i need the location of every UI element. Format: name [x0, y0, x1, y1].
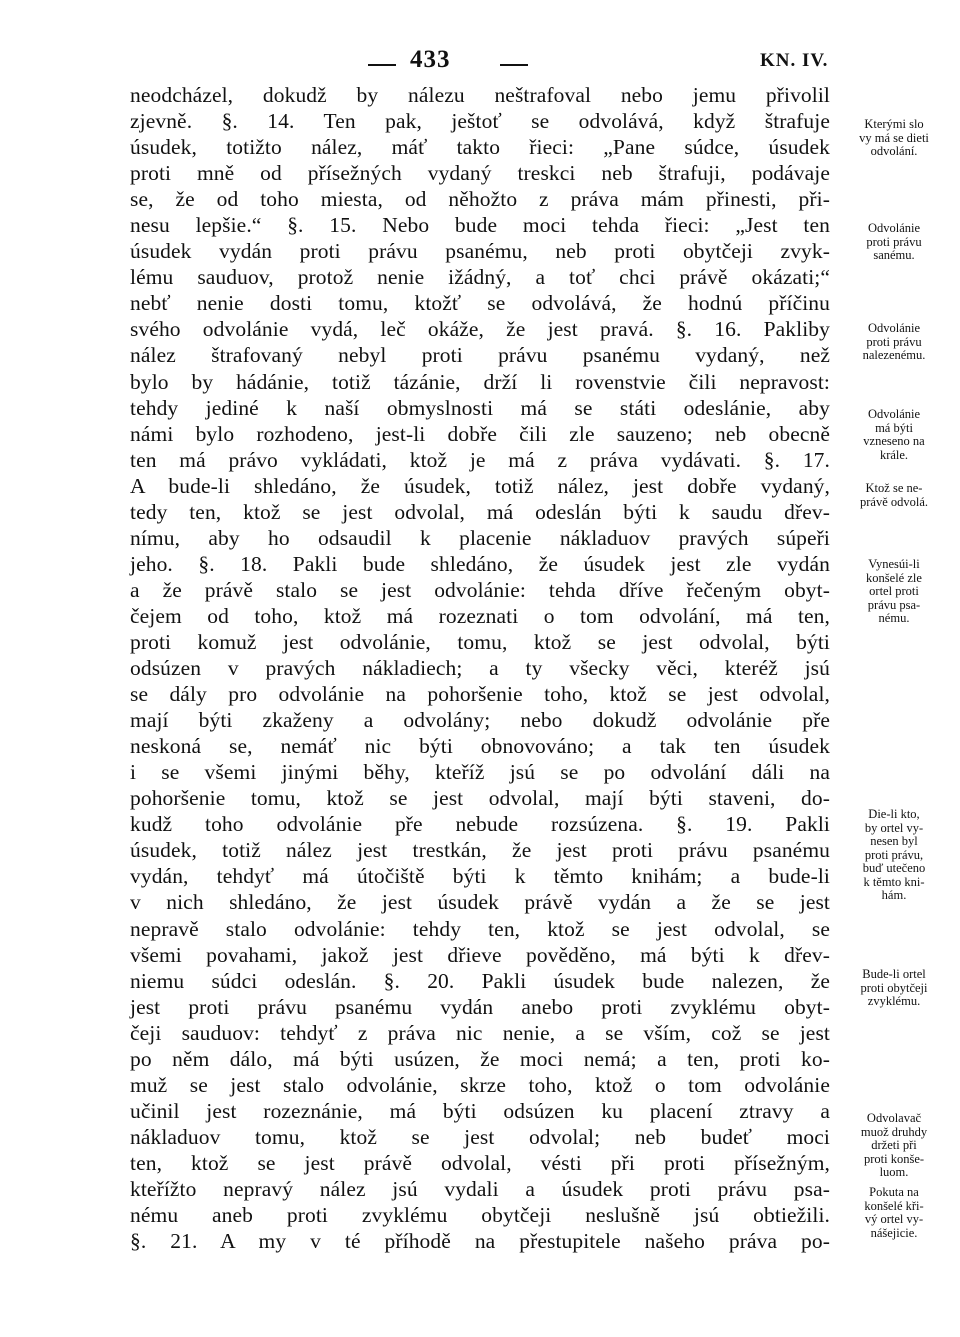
margin-note — [834, 808, 954, 903]
margin-note-line: Pokuta na — [869, 1185, 919, 1199]
margin-note-line: držeti při — [871, 1138, 917, 1152]
page-number: 433 — [410, 46, 451, 73]
margin-note-line: Ktož se ne- — [865, 481, 923, 495]
text-line: námi bylo rozhodeno, jest-li dobře čili zle sauzeno; neb obecně — [130, 421, 830, 446]
text-line: svého odvolánie vydá, leč okáže, že jest pravá. §. 16. Pakliby — [130, 317, 830, 342]
margin-note-line: proti právu — [866, 234, 922, 249]
margin-note-line: nášejicie. — [870, 1225, 918, 1240]
text-line: zjevně. §. 14. Ten pak, ještoť se odvolává, když štrafuje — [130, 109, 830, 134]
margin-note-line: proti právu — [866, 334, 922, 349]
text-line: všemi povahami, jakož jest dřieve pověděno, má býti k dřev- — [130, 942, 830, 967]
margin-note-line: zvyklému. — [867, 994, 921, 1008]
header-dash-right — [500, 64, 528, 66]
text-line: ten má právo vykládati, ktož je má z práva vydávati. §. 17. — [130, 447, 830, 472]
text-line: neskoná se, nemáť nic býti obnovováno; a tak ten úsudek — [130, 734, 830, 759]
margin-note — [834, 322, 954, 363]
text-line: i se všemi jinými běhy, kteříž jsú se po odvolání dáli na — [130, 760, 830, 785]
margin-note-line: konšelé kři- — [864, 1198, 924, 1213]
margin-note — [834, 1186, 954, 1240]
text-line: nímu, aby ho odsaudil k placenie nákladuov pravých súpeři — [130, 525, 830, 550]
text-line: nepravě stalo odvolánie: tehdy ten, ktož se jest odvolal, se — [130, 916, 830, 941]
margin-note-line: Vynesúi-li — [868, 557, 920, 571]
text-line: jest proti právu psanému vydán anebo proti zvyklému obyt- — [130, 994, 830, 1019]
text-line: nákladuov tomu, ktož se jest odvolal; neb budeť moci — [130, 1124, 830, 1149]
margin-note-line: vý ortel vy- — [864, 1212, 924, 1226]
text-line: čeji sauduov: tehdyť z práva nic nenie, a se vším, což se jest — [130, 1020, 830, 1045]
margin-note-line: má býti — [875, 420, 913, 435]
text-line: mají býti zkaženy a odvolány; nebo dokudž odvolánie pře — [130, 708, 830, 733]
text-line: lému sauduov, protož nenie ižádný, a toť chci právě okázati;“ — [130, 265, 830, 290]
margin-note — [834, 482, 954, 509]
margin-note-line: právě odvolá. — [859, 494, 929, 509]
text-line: proti komuž jest odvolánie, tomu, ktož se jest odvolal, býti — [130, 629, 830, 654]
text-line: tehdy jediné k naší obmyslnosti má se státi odeslánie, aby — [130, 395, 830, 420]
margin-note-line: Kterými slo — [864, 117, 924, 131]
margin-note-line: ortel proti — [869, 584, 919, 598]
margin-note — [834, 408, 954, 462]
margin-note-line: proti právu, — [864, 847, 924, 862]
margin-note-line: buď utečeno — [862, 861, 926, 875]
margin-note-line: proti obytčeji — [860, 980, 928, 995]
text-line: v nich shledáno, že jest úsudek právě vydán a že se jest — [130, 890, 830, 915]
text-line: odsúzen v pravých nákladiech; a ty všecky věci, kteréž jsú — [130, 656, 830, 681]
margin-note-line: proti konše- — [863, 1151, 925, 1166]
text-line: muž se jest stalo odvolánie, skrze toho, ktož o tom odvolánie — [130, 1072, 830, 1097]
text-line: §. 21. A my v té příhodě na přestupitele našeho práva po- — [130, 1229, 830, 1254]
margin-note-line: Odvolavač — [866, 1111, 922, 1125]
text-line: neodcházel, dokudž by nálezu neštrafoval nebo jemu přivolil — [130, 83, 830, 107]
text-line: vydán, tehdyť má útočiště býti k těmto knihám; a bude-li — [130, 864, 830, 889]
text-line: kudž toho odvolánie pře nebude rozsúzena. §. 19. Pakli — [130, 812, 830, 837]
margin-note — [834, 558, 954, 626]
text-line: jeho. §. 18. Pakli bude shledáno, že úsudek jest zle vydán — [130, 551, 830, 576]
margin-note — [834, 968, 954, 1009]
text-line: učinil jest rozeznánie, má býti odsúzen ku placení ztravy a — [130, 1098, 830, 1123]
main-text-column — [130, 82, 830, 1254]
margin-note-line: Odvolánie — [867, 221, 921, 235]
margin-note-line: Bude-li ortel — [862, 967, 926, 981]
text-line: úsudek, totižto nález, máť takto řieci: „Pane súdce, úsudek — [130, 135, 830, 160]
book-label: KN. IV. — [760, 50, 829, 71]
margin-note-line: vzneseno na — [863, 434, 925, 448]
margin-note-line: právu psa- — [867, 597, 921, 612]
margin-note-line: odvolání. — [870, 144, 918, 158]
text-line: po něm dálo, má býti usúzen, že moci nemá; a ten, proti ko- — [130, 1046, 830, 1071]
text-line: ten, ktož se jest právě odvolal, vésti při proti přísežným, — [130, 1150, 830, 1175]
margin-note-line: sanému. — [873, 248, 915, 262]
text-line: pohoršenie tomu, ktož se jest odvolal, mají býti staveni, do- — [130, 786, 830, 811]
text-line: nález štrafovaný nebyl proti právu psanému vydaný, než — [130, 343, 830, 368]
margin-note — [834, 118, 954, 159]
text-line: A bude-li shledáno, že úsudek, totiž nález, jest dobře vydaný, — [130, 473, 830, 498]
text-line: se dály pro odvolánie na pohoršenie toho, ktož se jest odvolal, — [130, 682, 830, 707]
margin-note-line: nému. — [878, 611, 910, 625]
margin-note-line: muož druhdy — [860, 1124, 928, 1139]
margin-note — [834, 222, 954, 263]
margin-note-line: Odvolánie — [867, 321, 921, 335]
text-line: niemu súdci odeslán. §. 20. Pakli úsudek bude nalezen, že — [130, 968, 830, 993]
margin-note-line: nesen byl — [870, 834, 918, 848]
margin-note-line: luom. — [879, 1165, 909, 1179]
margin-note-line: k těmto kni- — [863, 874, 925, 889]
margin-note-line: Die-li kto, — [868, 807, 920, 821]
margin-note-line: vy má se dieti — [859, 130, 929, 145]
margin-note-line: by ortel vy- — [864, 820, 924, 835]
margin-note-line: hám. — [881, 888, 907, 902]
text-line: úsudek vydán proti právu psanému, neb proti obytčeji zvyk- — [130, 239, 830, 264]
text-line: a že právě stalo se jest odvolánie: tehda dříve řečeným obyt- — [130, 577, 830, 602]
text-line: kteřížto nepravý nález jsú vydali a úsudek proti právu psa- — [130, 1176, 830, 1201]
text-line: nebť nenie dosti tomu, ktožť se odvolává, že hodnú příčinu — [130, 291, 830, 316]
margin-note-line: konšelé zle — [866, 570, 922, 585]
margin-note-line: krále. — [879, 447, 909, 462]
text-line: se, že od toho miesta, od něhožto z práva mám přinesti, při- — [130, 187, 830, 212]
text-line: čejem od toho, ktož má rozeznati o tom odvolání, má ten, — [130, 603, 830, 628]
margin-note-line: nalezenému. — [862, 348, 926, 362]
margin-note-line: Odvolánie — [867, 407, 921, 421]
header-dash-left — [368, 64, 396, 66]
margin-note — [834, 1112, 954, 1180]
text-line: nému aneb proti zvyklému obytčeji neslušně jsú obtiežili. — [130, 1203, 830, 1228]
page-header — [0, 38, 960, 78]
text-line: úsudek, totiž nález jest trestkán, že jest proti právu psanému — [130, 838, 830, 863]
text-line: tedy ten, ktož se jest odvolal, má odeslán býti k saudu dřev- — [130, 499, 830, 524]
text-line: nesu lepšie.“ §. 15. Nebo bude moci tehda řieci: „Jest ten — [130, 213, 830, 238]
text-line: proti mně od přísežných vydaný treskci neb štrafuji, podávaje — [130, 161, 830, 186]
text-line: bylo by hádánie, totiž tázánie, drží li rovenstvie čili nepravost: — [130, 369, 830, 394]
